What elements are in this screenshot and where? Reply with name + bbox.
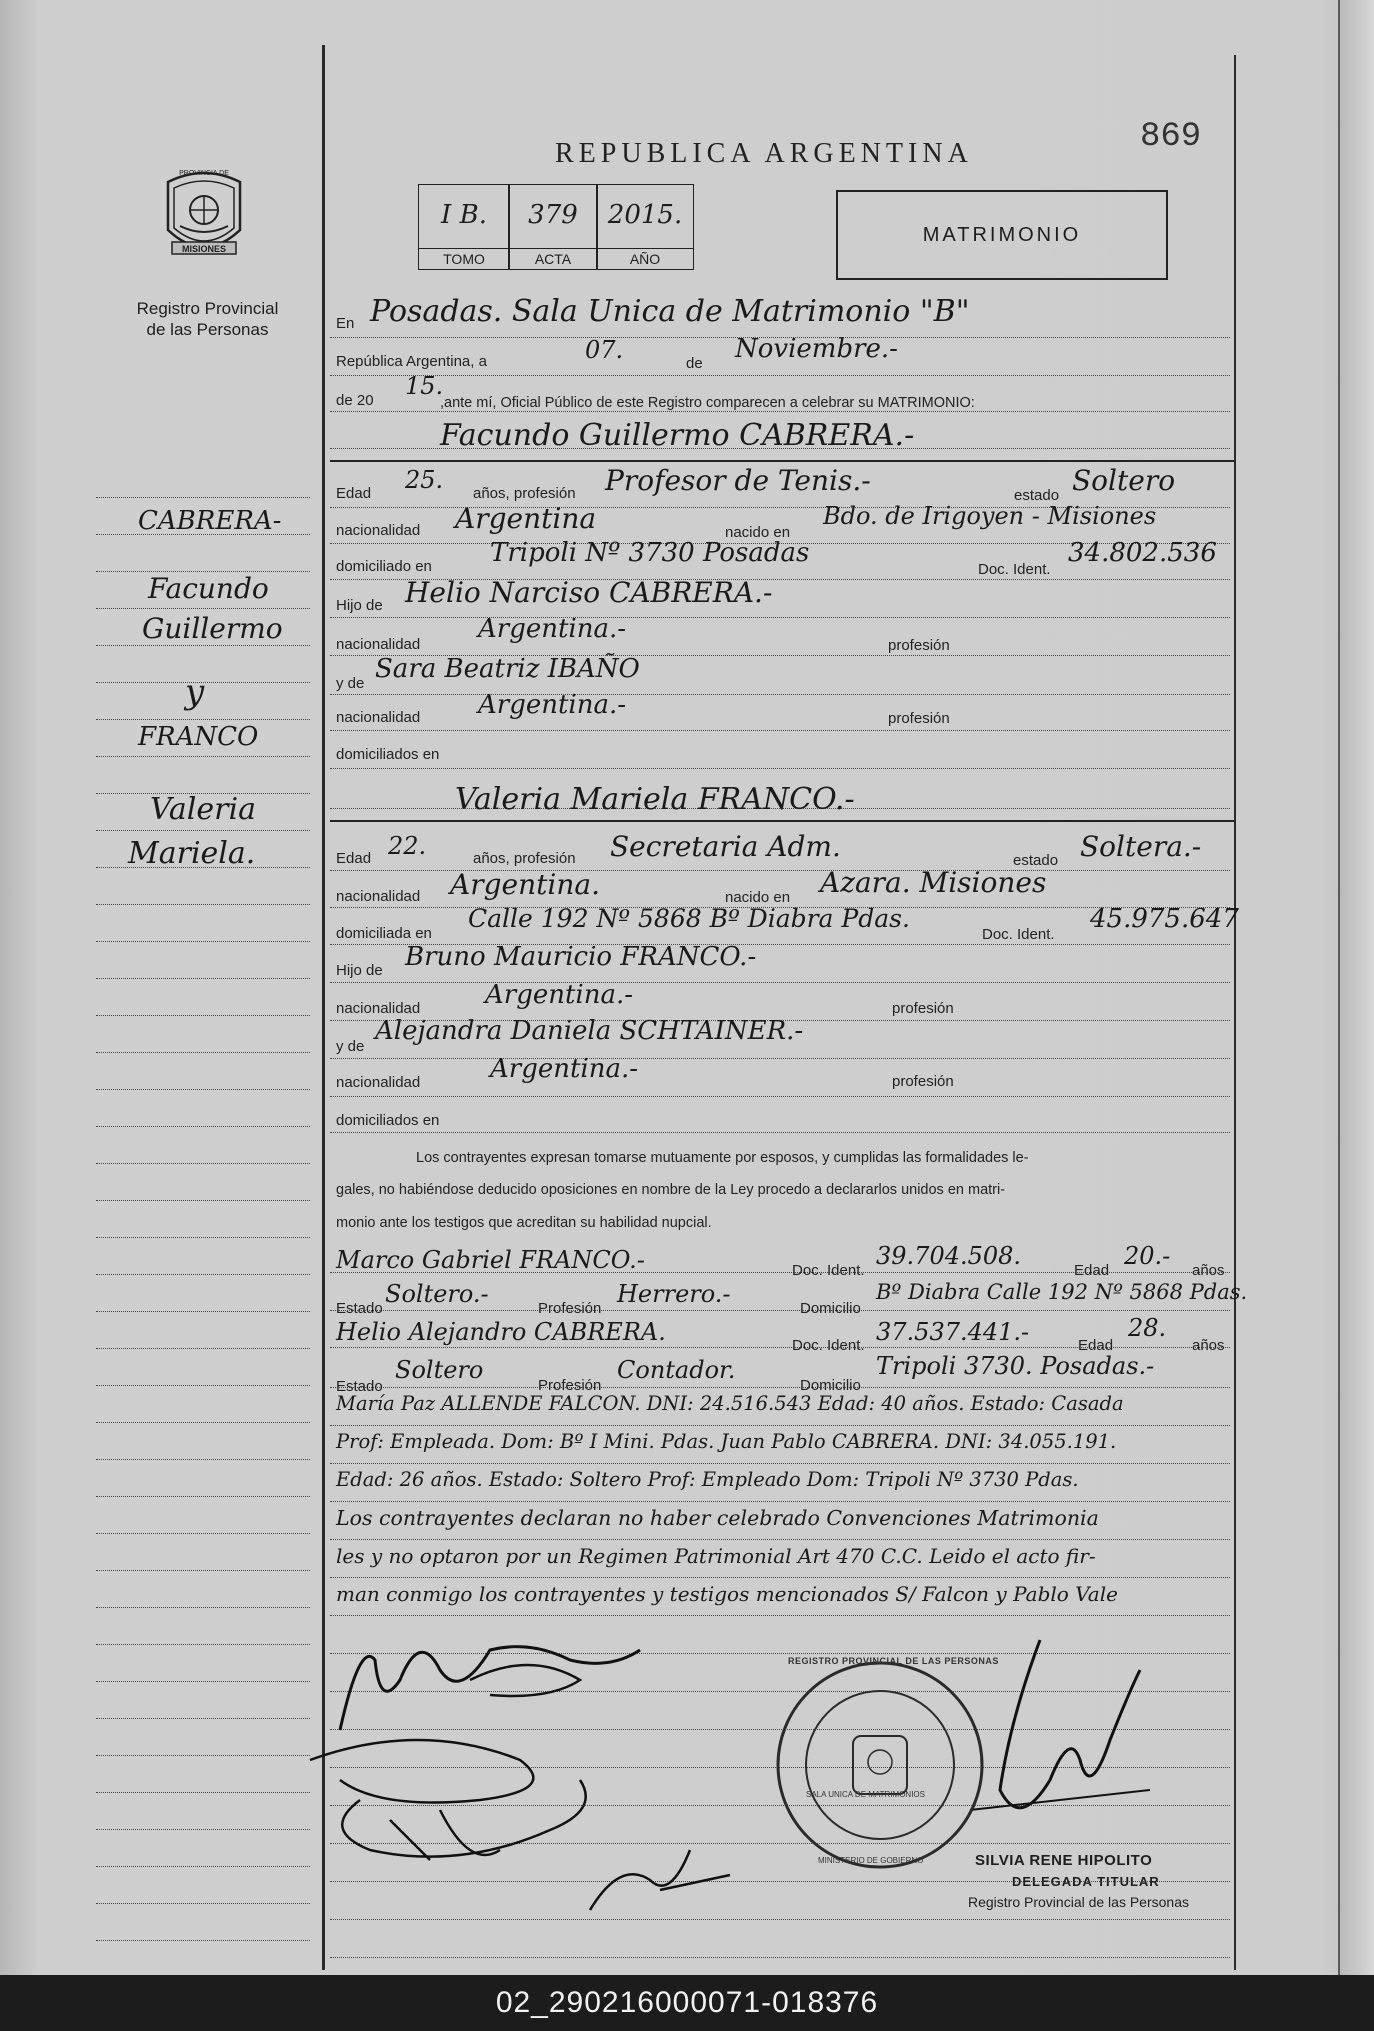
groom-birthplace: Bdo. de Irigoyen - Misiones — [823, 502, 1157, 530]
bride-rule — [330, 820, 1234, 822]
witness2-address: Tripoli 3730. Posadas.- — [876, 1352, 1155, 1380]
right-rule — [1234, 55, 1236, 1970]
place: Posadas. Sala Unica de Matrimonio "B" — [370, 294, 970, 329]
acta-label: ACTA — [509, 248, 597, 269]
witness1-dom-label: Domicilio — [800, 1300, 861, 1317]
margin-rule-line — [96, 978, 310, 979]
groom-edad-label: Edad — [336, 485, 372, 502]
margin-rule — [322, 45, 325, 1970]
witness1-address: Bº Diabra Calle 192 Nº 5868 Pdas. — [876, 1280, 1248, 1304]
bride-birthplace: Azara. Misiones — [820, 866, 1047, 899]
witness2-doc: 37.537.441.- — [876, 1318, 1030, 1346]
main-rule-line — [330, 617, 1230, 618]
witness2-edad-label: Edad — [1078, 1337, 1114, 1354]
margin-surname-bride: FRANCO — [138, 722, 259, 752]
margin-rule-line — [96, 1570, 310, 1571]
margin-rule-line — [96, 497, 310, 498]
groom-mother-label: y de — [336, 675, 365, 692]
margin-rule-line — [96, 1903, 310, 1904]
main-rule-line — [330, 1387, 1230, 1388]
bride-anios-label: años, profesión — [473, 850, 576, 867]
margin-rule-line — [96, 1311, 310, 1312]
bride-nationality: Argentina. — [450, 868, 600, 901]
margin-rule-line — [96, 830, 310, 831]
groom-age: 25. — [405, 466, 444, 494]
barcode-footer: 02_290216000071-018376 — [0, 1975, 1374, 2031]
bride-mother-nac-label: nacionalidad — [336, 1074, 421, 1091]
groom-mother-nationality: Argentina.- — [478, 690, 627, 720]
main-rule-line — [330, 768, 1230, 769]
margin-rule-line — [96, 1422, 310, 1423]
bride-nac-label: nacionalidad — [336, 888, 421, 905]
witness1-doc-label: Doc. Ident. — [792, 1262, 865, 1279]
margin-rule-line — [96, 608, 310, 609]
declaration-line2: gales, no habiéndose deducido oposiciones en nombre de la Ley procedo a declararlos unidos en matri- — [336, 1182, 1006, 1198]
year-suffix: 15. — [405, 372, 444, 400]
seal-top-text: PROVINCIA DE — [179, 170, 229, 177]
anio-box — [596, 184, 694, 270]
margin-rule-line — [96, 719, 310, 720]
anio-label: AÑO — [597, 248, 693, 269]
official-registry: Registro Provincial de las Personas — [968, 1894, 1189, 1910]
margin-rule-line — [96, 1940, 310, 1941]
margin-middlename-bride: Mariela. — [128, 836, 256, 871]
witness2-prof-label: Profesión — [538, 1377, 602, 1394]
margin-rule-line — [96, 941, 310, 942]
act-type: MATRIMONIO — [922, 224, 1082, 246]
bride-father-prof-label: profesión — [892, 1000, 954, 1017]
witness2-dom-label: Domicilio — [800, 1377, 861, 1394]
groom-doc-label: Doc. Ident. — [978, 561, 1051, 578]
notes-line2: Prof: Empleada. Dom: Bº I Mini. Pdas. Juan Pablo CABRERA. DNI: 34.055.191. — [336, 1430, 1117, 1453]
main-rule-line — [330, 1957, 1230, 1958]
de-label: de — [686, 355, 703, 372]
witness2-profession: Contador. — [617, 1356, 736, 1384]
page-number: 869 — [1140, 118, 1202, 156]
groom-nacido-label: nacido en — [725, 524, 791, 541]
month: Noviembre.- — [735, 334, 898, 364]
groom-mother-prof-label: profesión — [888, 710, 950, 727]
groom-father-nationality: Argentina.- — [478, 614, 627, 644]
en-label: En — [336, 315, 355, 332]
margin-rule-line — [96, 1348, 310, 1349]
groom-dom-label: domiciliado en — [336, 558, 432, 575]
margin-firstname-groom: Facundo — [148, 572, 269, 605]
bride-mother-prof-label: profesión — [892, 1073, 954, 1090]
groom-father-nac-label: nacionalidad — [336, 636, 421, 653]
official-name: SILVIA RENE HIPOLITO — [975, 1852, 1153, 1869]
witness1-age: 20.- — [1124, 1242, 1171, 1270]
margin-rule-line — [96, 756, 310, 757]
bride-father: Bruno Mauricio FRANCO.- — [405, 942, 757, 972]
main-rule-line — [330, 1539, 1230, 1540]
margin-middlename-groom: Guillermo — [142, 612, 283, 645]
main-rule-line — [330, 1058, 1230, 1059]
groom-estado-label: estado — [1014, 487, 1060, 504]
witness2-anios-label: años — [1192, 1337, 1225, 1354]
bride-address: Calle 192 Nº 5868 Bº Diabra Pdas. — [468, 904, 910, 933]
margin-rule-line — [96, 1829, 310, 1830]
witness1-prof-label: Profesión — [538, 1300, 602, 1317]
margin-rule-line — [96, 904, 310, 905]
bride-estado-label: estado — [1013, 852, 1059, 869]
main-rule-line — [330, 1577, 1230, 1578]
margin-rule-line — [96, 1866, 310, 1867]
bride-dom-label: domiciliada en — [336, 925, 432, 942]
notes-line5: les y no optaron por un Regimen Patrimonial Art 470 C.C. Leido el acto fir- — [336, 1544, 1096, 1568]
official-title: DELEGADA TITULAR — [1012, 1874, 1160, 1889]
notes-line4: Los contrayentes declaran no haber celebrado Convenciones Matrimonia — [336, 1506, 1099, 1530]
margin-rule-line — [96, 1755, 310, 1756]
act-type-box — [836, 190, 1168, 280]
main-rule-line — [330, 1132, 1230, 1133]
margin-conjunction: y — [185, 672, 205, 712]
groom-father-prof-label: profesión — [888, 637, 950, 654]
de20-label: de 20 — [336, 392, 374, 409]
acta-value: 379 — [528, 200, 578, 230]
bride-father-nationality: Argentina.- — [485, 980, 634, 1010]
witness2-civil-status: Soltero — [395, 1356, 484, 1384]
declaration-line3: monio ante los testigos que acreditan su habilidad nupcial. — [336, 1215, 712, 1231]
bride-father-nac-label: nacionalidad — [336, 1000, 421, 1017]
registry-name — [100, 298, 315, 340]
declaration-line1: Los contrayentes expresan tomarse mutuamente por esposos, y cumplidas las formalidades le- — [416, 1150, 1029, 1166]
main-rule-line — [330, 1615, 1230, 1616]
groom-mother-nac-label: nacionalidad — [336, 709, 421, 726]
groom-rule — [330, 460, 1234, 462]
main-rule-line — [330, 1919, 1230, 1920]
bride-profession: Secretaria Adm. — [610, 830, 841, 863]
margin-rule-line — [96, 1385, 310, 1386]
witness2-estado-label: Estado — [336, 1378, 383, 1395]
groom-father-label: Hijo de — [336, 597, 383, 614]
official-stamp-icon — [773, 1658, 987, 1872]
groom-mother: Sara Beatriz IBAÑO — [375, 654, 640, 684]
margin-rule-line — [96, 1644, 310, 1645]
page-title: REPUBLICA ARGENTINA — [555, 138, 973, 169]
groom-father: Helio Narciso CABRERA.- — [405, 576, 773, 609]
margin-rule-line — [96, 1089, 310, 1090]
groom-address: Tripoli Nº 3730 Posadas — [490, 538, 810, 568]
groom-anios-label: años, profesión — [473, 485, 576, 502]
tomo-label: TOMO — [419, 248, 509, 269]
registry-name-line2: de las Personas — [146, 320, 269, 339]
bride-mother-label: y de — [336, 1038, 365, 1055]
groom-doc: 34.802.536 — [1068, 538, 1217, 568]
main-rule-line — [330, 1501, 1230, 1502]
stamp-inner-text: SALA UNICA DE MATRIMONIOS — [806, 1790, 925, 1799]
witness1-edad-label: Edad — [1074, 1262, 1110, 1279]
tomo-box — [418, 184, 510, 270]
margin-rule-line — [96, 645, 310, 646]
main-rule-line — [330, 375, 1230, 376]
bride-nacido-label: nacido en — [725, 889, 791, 906]
main-rule-line — [330, 1096, 1230, 1097]
margin-rule-line — [96, 1792, 310, 1793]
margin-rule-line — [96, 1681, 310, 1682]
margin-rule-line — [96, 1459, 310, 1460]
witness2-name: Helio Alejandro CABRERA. — [336, 1318, 666, 1346]
groom-parents-dom-label: domiciliados en — [336, 746, 440, 763]
bride-civil-status: Soltera.- — [1080, 830, 1202, 863]
witness1-doc: 39.704.508. — [876, 1242, 1022, 1270]
acta-box — [508, 184, 598, 270]
bride-doc: 45.975.647 — [1090, 904, 1239, 934]
republica-label: República Argentina, a — [336, 353, 487, 370]
groom-profession: Profesor de Tenis.- — [605, 464, 871, 497]
main-rule-line — [330, 1425, 1230, 1426]
ante-text: ,ante mí, Oficial Público de este Registro comparecen a celebrar su MATRIMONIO: — [440, 395, 975, 411]
groom-nationality: Argentina — [455, 502, 597, 535]
groom-name: Facundo Guillermo CABRERA.- — [440, 418, 915, 453]
registry-name-line1: Registro Provincial — [136, 299, 279, 318]
notes-line1: María Paz ALLENDE FALCON. DNI: 24.516.543 Edad: 40 años. Estado: Casada — [336, 1392, 1124, 1415]
groom-nac-label: nacionalidad — [336, 522, 421, 539]
bride-age: 22. — [388, 832, 427, 860]
anio-value: 2015. — [607, 200, 683, 230]
bride-doc-label: Doc. Ident. — [982, 926, 1055, 943]
bride-parents-dom-label: domiciliados en — [336, 1112, 440, 1129]
groom-civil-status: Soltero — [1072, 464, 1176, 497]
bride-mother-nationality: Argentina.- — [490, 1054, 639, 1084]
main-rule-line — [330, 1463, 1230, 1464]
witness2-age: 28. — [1128, 1314, 1167, 1342]
notes-line3: Edad: 26 años. Estado: Soltero Prof: Empleado Dom: Tripoli Nº 3730 Pdas. — [336, 1468, 1079, 1491]
margin-rule-line — [96, 1496, 310, 1497]
margin-rule-line — [96, 1200, 310, 1201]
margin-rule-line — [96, 1274, 310, 1275]
margin-rule-line — [96, 1607, 310, 1608]
margin-surname-groom: CABRERA- — [138, 506, 282, 536]
day: 07. — [585, 336, 624, 364]
margin-rule-line — [96, 1237, 310, 1238]
seal-bottom-text: MISIONES — [181, 244, 226, 254]
margin-rule-line — [96, 1052, 310, 1053]
margin-rule-line — [96, 1126, 310, 1127]
notes-line6: man conmigo los contrayentes y testigos mencionados S/ Falcon y Pablo Vale — [336, 1582, 1118, 1606]
bride-mother: Alejandra Daniela SCHTAINER.- — [375, 1016, 804, 1046]
margin-rule-line — [96, 1015, 310, 1016]
bride-name: Valeria Mariela FRANCO.- — [455, 782, 855, 817]
main-rule-line — [330, 1310, 1230, 1311]
witness2-doc-label: Doc. Ident. — [792, 1337, 865, 1354]
bride-father-label: Hijo de — [336, 962, 383, 979]
witness1-profession: Herrero.- — [617, 1280, 731, 1308]
margin-rule-line — [96, 1163, 310, 1164]
main-rule-line — [330, 411, 1230, 412]
witness1-anios-label: años — [1192, 1262, 1225, 1279]
tomo-value: I B. — [441, 200, 487, 230]
page-edge — [1338, 0, 1374, 1975]
signature-scrawl-3 — [580, 1840, 740, 1920]
witness1-estado-label: Estado — [336, 1300, 383, 1317]
margin-firstname-bride: Valeria — [150, 792, 256, 827]
margin-rule-line — [96, 1718, 310, 1719]
witness1-civil-status: Soltero.- — [385, 1280, 489, 1308]
main-rule-line — [330, 694, 1230, 695]
stamp-bottom-text: MINISTERIO DE GOBIERNO — [818, 1856, 924, 1865]
bride-edad-label: Edad — [336, 850, 372, 867]
stamp-outer-text: REGISTRO PROVINCIAL DE LAS PERSONAS — [788, 1656, 999, 1666]
main-rule-line — [330, 730, 1230, 731]
main-rule-line — [330, 982, 1230, 983]
margin-rule-line — [96, 1533, 310, 1534]
witness1-name: Marco Gabriel FRANCO.- — [336, 1246, 645, 1274]
